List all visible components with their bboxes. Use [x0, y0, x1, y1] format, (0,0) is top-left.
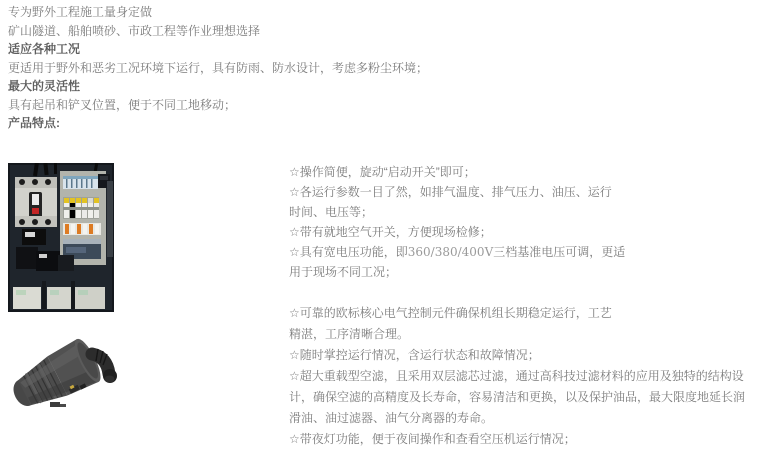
feature-line: 用于现场不同工况； [289, 265, 398, 279]
feature-line: ☆可靠的欧标核心电气控制元件确保机组长期稳定运行，工艺 [289, 306, 612, 320]
intro-line: 具有起吊和铲叉位置，便于不同工地移动； [8, 97, 237, 112]
intro-text-block [8, 3, 438, 133]
section-heading-flexibility: 最大的灵活性 [8, 79, 81, 93]
air-filter-image [8, 336, 122, 412]
feature-line: ☆带有就地空气开关，方便现场检修； [289, 225, 492, 239]
feature-list [289, 162, 751, 450]
voltage-line-suffix: 三档基准电压可调，更适 [493, 245, 626, 259]
voltage-value: 360/380/400V [407, 245, 494, 259]
air-filter-illustration [8, 336, 122, 412]
feature-line: 计，确保空滤的高精度及长寿命，容易清洁和更换，以及保护油品，最大限度地延长润 [289, 390, 746, 404]
control-panel-image [8, 163, 114, 312]
voltage-line-prefix: ☆具有宽电压功能，即 [289, 245, 408, 259]
feature-line: 滑油、油过滤器、油气分离器的寿命。 [289, 411, 494, 425]
feature-line: ☆操作简便，旋动“启动开关”即可； [289, 165, 476, 179]
feature-line: ☆随时掌控运行情况，含运行状态和故障情况； [289, 348, 540, 362]
feature-line: 时间、电压等； [289, 205, 374, 219]
section-heading-product-features: 产品特点: [8, 116, 60, 130]
feature-list-second-block [289, 303, 751, 450]
section-heading-working-conditions: 适应各种工况 [8, 42, 81, 56]
feature-line: ☆超大重载型空滤，且采用双层滤芯过滤，通过高科技过滤材料的应用及独特的结构设 [289, 369, 744, 383]
control-panel-illustration [8, 163, 114, 312]
intro-line: 更适用于野外和恶劣工况环境下运行，具有防雨、防水设计，考虑多粉尘环境； [8, 60, 429, 75]
feature-line-voltage [289, 242, 751, 262]
feature-line: 精湛，工序清晰合理。 [289, 327, 410, 341]
feature-line: ☆各运行参数一目了然，如排气温度、排气压力、油压、运行 [289, 185, 612, 199]
feature-line: ☆带夜灯功能，便于夜间操作和查看空压机运行情况； [289, 432, 576, 446]
paragraph-spacer [289, 282, 751, 303]
intro-line: 矿山隧道、船舶喷砂、市政工程等作业理想选择 [8, 23, 261, 38]
intro-line: 专为野外工程施工量身定做 [8, 5, 153, 19]
